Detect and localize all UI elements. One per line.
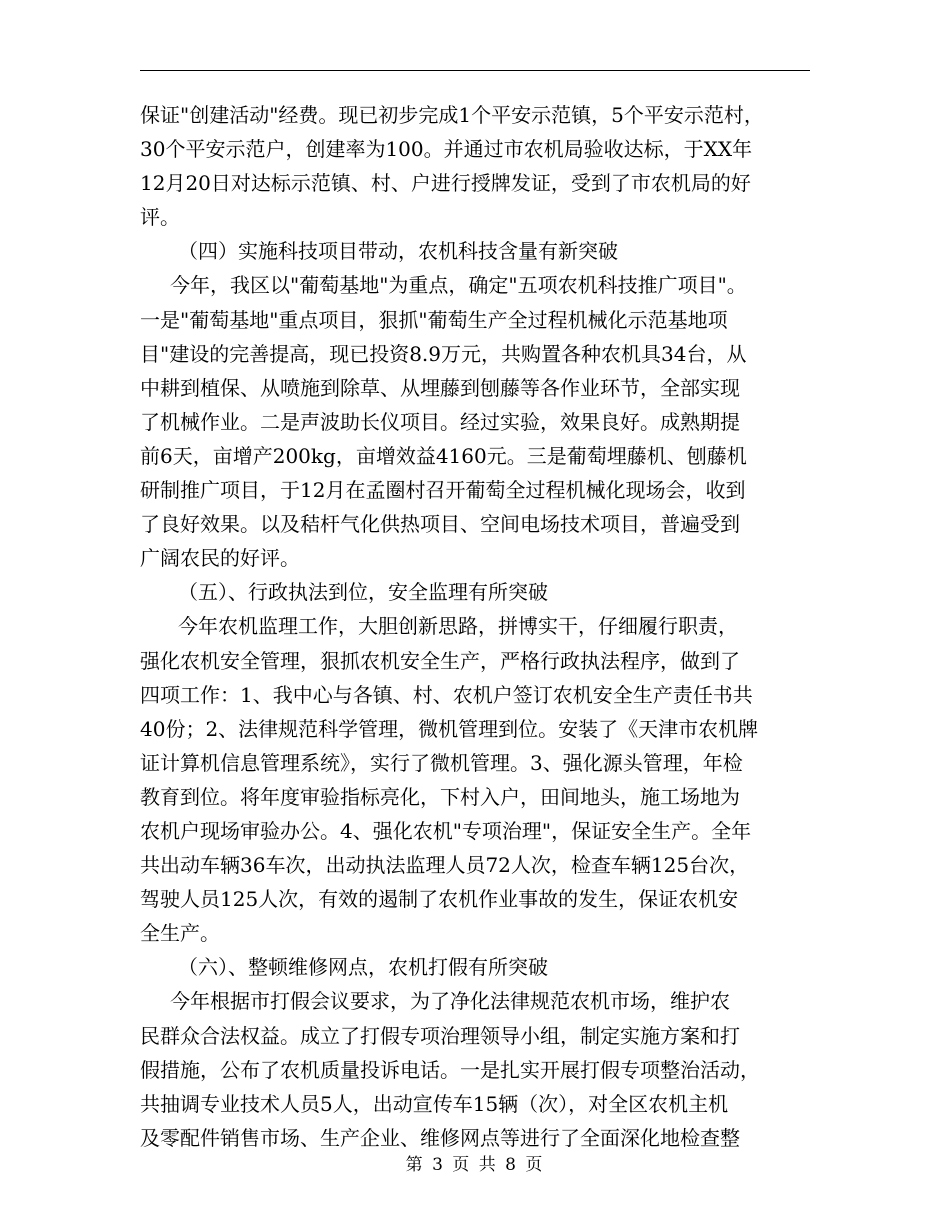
text-line: 民群众合法权益。成立了打假专项治理领导小组，制定实施方案和打 <box>140 1023 740 1048</box>
text-line: 保证"创建活动"经费。现已初步完成1个平安示范镇，5个平安示范村， <box>140 103 764 127</box>
text-line: （四）实施科技项目带动，农机科技含量有新突破 <box>178 239 618 264</box>
text-line: 评。 <box>140 205 180 230</box>
text-line: 全生产。 <box>140 921 220 946</box>
text-line: 及零配件销售市场、生产企业、维修网点等进行了全面深化地检查整 <box>140 1125 740 1150</box>
text-line: 一是"葡萄基地"重点项目，狠抓"葡萄生产全过程机械化示范基地项 <box>140 307 728 332</box>
text-line: 中耕到植保、从喷施到除草、从埋藤到刨藤等各作业环节，全部实现 <box>140 375 740 400</box>
text-line: 教育到位。将年度审验指标亮化，下村入户，田间地头，施工场地为 <box>140 784 740 809</box>
text-line: 共出动车辆36车次，出动执法监理人员72人次，检查车辆125台次， <box>140 853 750 878</box>
document-body <box>140 98 815 1155</box>
text-line: 了良好效果。以及秸杆气化供热项目、空间电场技术项目，普遍受到 <box>140 512 740 537</box>
text-line: 前6天，亩增产200kg，亩增效益4160元。三是葡萄埋藤机、刨藤机 <box>140 443 747 468</box>
text-line: 证计算机信息管理系统》，实行了微机管理。3、强化源头管理，年检 <box>140 750 743 775</box>
text-line: （五）、行政执法到位，安全监理有所突破 <box>178 580 548 605</box>
text-line: 40份；2、法律规范科学管理，微机管理到位。安装了《天津市农机牌 <box>140 716 759 741</box>
text-line: 驾驶人员125人次，有效的遏制了农机作业事故的发生，保证农机安 <box>140 887 739 912</box>
text-line: 12月20日对达标示范镇、村、户进行授牌发证，受到了市农机局的好 <box>140 171 751 196</box>
text-line: 今年，我区以"葡萄基地"为重点，确定"五项农机科技推广项目"。 <box>170 273 747 298</box>
page-footer: 第 3 页 共 8 页 <box>405 1155 545 1175</box>
text-line: 今年农机监理工作，大胆创新思路，拼博实干，仔细履行职责， <box>178 614 738 639</box>
text-line: 广阔农民的好评。 <box>140 546 300 571</box>
text-line: 今年根据市打假会议要求，为了净化法律规范农机市场，维护农 <box>170 989 730 1014</box>
text-line: 农机户现场审验办公。4、强化农机"专项治理"，保证安全生产。全年 <box>140 818 752 843</box>
text-line: 四项工作：1、我中心与各镇、村、农机户签订农机安全生产责任书共 <box>140 682 753 707</box>
header-rule <box>140 70 810 71</box>
text-line: 30个平安示范户，创建率为100。并通过市农机局验收达标，于XX年 <box>140 137 753 162</box>
text-line: 假措施，公布了农机质量投诉电话。一是扎实开展打假专项整治活动， <box>140 1057 760 1082</box>
text-line: 共抽调专业技术人员5人，出动宣传车15辆（次），对全区农机主机 <box>140 1091 729 1116</box>
text-line: （六）、整顿维修网点，农机打假有所突破 <box>178 955 548 980</box>
text-line: 研制推广项目，于12月在孟圈村召开葡萄全过程机械化现场会，收到 <box>140 478 746 503</box>
text-line: 目"建设的完善提高，现已投资8.9万元，共购置各种农机具34台，从 <box>140 341 747 366</box>
text-line: 了机械作业。二是声波助长仪项目。经过实验，效果良好。成熟期提 <box>140 409 740 434</box>
text-line: 强化农机安全管理，狠抓农机安全生产，严格行政执法程序，做到了 <box>140 648 740 673</box>
